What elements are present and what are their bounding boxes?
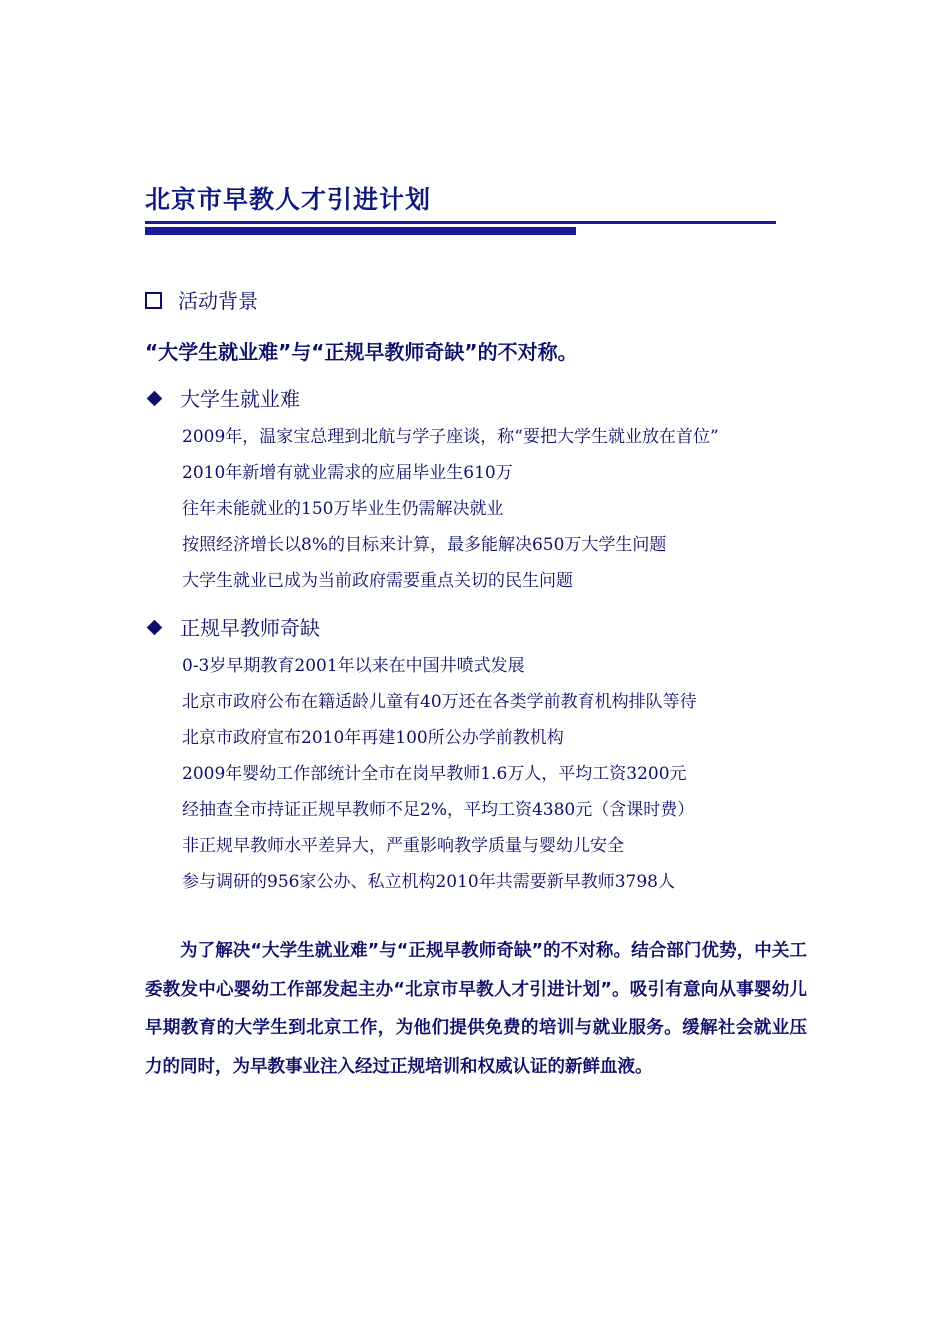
section-heading-label: 活动背景 bbox=[178, 289, 258, 313]
teacher-shortage-list bbox=[182, 648, 697, 900]
lead-statement: “大学生就业难”与“正规早教师奇缺”的不对称。 bbox=[145, 340, 578, 364]
list-item: 北京市政府公布在籍适龄儿童有40万还在各类学前教育机构排队等待 bbox=[182, 692, 697, 712]
list-item: 2010年新增有就业需求的应届毕业生610万 bbox=[182, 463, 513, 483]
bullet-heading-label: 正规早教师奇缺 bbox=[180, 616, 320, 640]
title-underline-thin bbox=[145, 221, 776, 224]
list-item: 经抽查全市持证正规早教师不足2%，平均工资4380元（含课时费） bbox=[182, 800, 695, 820]
list-item: 2009年，温家宝总理到北航与学子座谈，称“要把大学生就业放在首位” bbox=[182, 427, 719, 447]
list-item: 非正规早教师水平差异大，严重影响教学质量与婴幼儿安全 bbox=[182, 836, 624, 856]
diamond-icon bbox=[147, 391, 163, 407]
summary-paragraph: 为了解决“大学生就业难”与“正规早教师奇缺”的不对称。结合部门优势，中关工委教发中心婴幼工作部发起主办“北京市早教人才引进计划”。吸引有意向从事婴幼儿早期教育的大学生到北京工作，为他们提供免费的培训与就业服务。缓解社会就业压力的同时，为早教事业注入经过正规培训和权威认证的新鲜血液。 bbox=[145, 941, 807, 1077]
list-item: 2009年婴幼工作部统计全市在岗早教师1.6万人，平均工资3200元 bbox=[182, 764, 687, 784]
list-item: 往年未能就业的150万毕业生仍需解决就业 bbox=[182, 499, 504, 519]
bullet-heading-label: 大学生就业难 bbox=[180, 387, 300, 411]
list-item: 北京市政府宣布2010年再建100所公办学前教机构 bbox=[182, 728, 564, 748]
diamond-icon bbox=[147, 620, 163, 636]
bullet-heading-teacher-shortage bbox=[145, 613, 320, 643]
bullet-heading-graduate-employment bbox=[145, 384, 300, 414]
list-item: 0-3岁早期教育2001年以来在中国井喷式发展 bbox=[182, 656, 525, 676]
list-item: 按照经济增长以8%的目标来计算，最多能解决650万大学生问题 bbox=[182, 535, 667, 555]
page-title: 北京市早教人才引进计划 bbox=[145, 185, 432, 214]
graduate-employment-list bbox=[182, 419, 719, 599]
title-underline-thick bbox=[145, 227, 576, 235]
list-item: 参与调研的956家公办、私立机构2010年共需要新早教师3798人 bbox=[182, 872, 675, 892]
checkbox-icon bbox=[145, 292, 162, 309]
list-item: 大学生就业已成为当前政府需要重点关切的民生问题 bbox=[182, 571, 573, 591]
section-heading bbox=[145, 286, 258, 316]
